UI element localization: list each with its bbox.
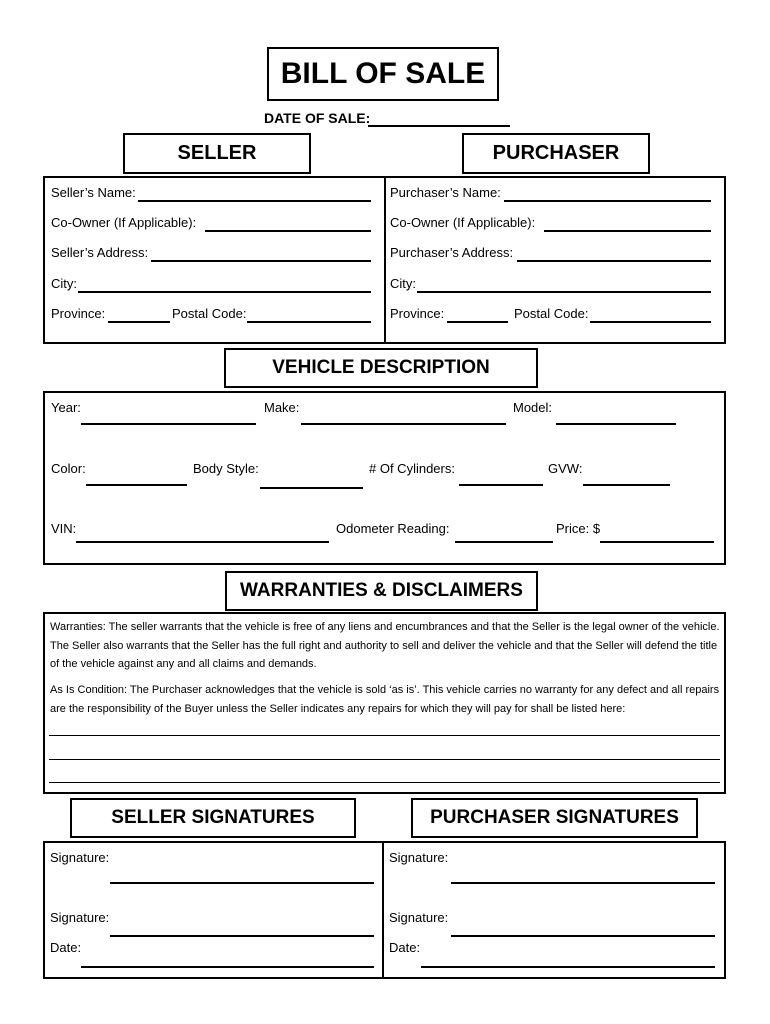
seller-signatures-header	[70, 798, 356, 838]
warranties-header	[225, 571, 538, 611]
seller-province-label: Province:	[51, 306, 106, 321]
price-field[interactable]	[600, 541, 714, 543]
seller-address-field[interactable]	[151, 260, 371, 262]
seller-header	[123, 133, 311, 174]
color-label: Color:	[51, 461, 86, 476]
seller-purchaser-divider	[384, 176, 386, 344]
purchaser-signatures-header-text: PURCHASER SIGNATURES	[430, 807, 679, 828]
seller-date-field[interactable]	[81, 966, 374, 968]
make-label: Make:	[264, 400, 300, 415]
purchaser-postal-label: Postal Code:	[514, 306, 589, 321]
purchaser-address-label: Purchaser’s Address:	[390, 245, 514, 260]
gvw-field[interactable]	[583, 484, 670, 486]
seller-postal-label: Postal Code:	[172, 306, 247, 321]
date-of-sale-label: DATE OF SALE:	[264, 110, 371, 126]
seller-name-field[interactable]	[138, 200, 371, 202]
vehicle-header-text: VEHICLE DESCRIPTION	[272, 357, 490, 378]
purchaser-name-field[interactable]	[504, 200, 711, 202]
purchaser-coowner-field[interactable]	[544, 230, 711, 232]
odometer-field[interactable]	[455, 541, 553, 543]
purchaser-signature1-label: Signature:	[389, 850, 449, 865]
body-style-label: Body Style:	[193, 461, 259, 476]
vehicle-box	[43, 391, 726, 565]
year-field[interactable]	[81, 423, 256, 425]
cylinders-label: # Of Cylinders:	[369, 461, 455, 476]
color-field[interactable]	[86, 484, 187, 486]
page-title	[267, 47, 499, 101]
as-is-text: As Is Condition: The Purchaser acknowledges that the vehicle is sold ‘as is’. This vehicle carries no warranty for any defect and all repairs are the responsibility of the Buyer unless the Seller indicates any repairs for which they will pay for shall be listed here:	[50, 684, 720, 715]
seller-postal-field[interactable]	[247, 321, 371, 323]
seller-address-label: Seller’s Address:	[51, 245, 149, 260]
seller-signature1-label: Signature:	[50, 850, 110, 865]
odometer-label: Odometer Reading:	[336, 521, 450, 536]
signatures-divider	[382, 841, 384, 979]
seller-signature2-label: Signature:	[50, 910, 110, 925]
purchaser-header	[462, 133, 650, 174]
model-field[interactable]	[556, 423, 676, 425]
date-of-sale-field[interactable]	[368, 125, 510, 127]
purchaser-signature1-field[interactable]	[451, 882, 715, 884]
repairs-line-2[interactable]	[49, 759, 720, 760]
body-style-field[interactable]	[260, 487, 363, 489]
purchaser-address-field[interactable]	[517, 260, 711, 262]
purchaser-header-text: PURCHASER	[492, 142, 620, 164]
warranties-header-text: WARRANTIES & DISCLAIMERS	[240, 580, 523, 601]
make-field[interactable]	[301, 423, 506, 425]
warranties-text: Warranties: The seller warrants that the vehicle is free of any liens and encumbrances and that the Seller is the legal owner of the vehicle. The Seller also warrants that the Seller has the full right and authority to sell and deliver the vehicle and that the Seller will defend the title of the vehicle against any and all claims and demands.	[50, 621, 720, 670]
seller-coowner-field[interactable]	[205, 230, 371, 232]
vehicle-header	[224, 348, 538, 388]
seller-signature1-field[interactable]	[110, 882, 374, 884]
price-label: Price: $	[556, 521, 601, 536]
purchaser-date-label: Date:	[389, 940, 421, 955]
seller-city-field[interactable]	[78, 291, 371, 293]
purchaser-city-field[interactable]	[417, 291, 711, 293]
purchaser-signature2-label: Signature:	[389, 910, 449, 925]
seller-coowner-label: Co-Owner (If Applicable):	[51, 215, 197, 230]
vin-label: VIN:	[51, 521, 77, 536]
vin-field[interactable]	[76, 541, 329, 543]
year-label: Year:	[51, 400, 81, 415]
purchaser-coowner-label: Co-Owner (If Applicable):	[390, 215, 536, 230]
seller-province-field[interactable]	[108, 321, 170, 323]
seller-header-text: SELLER	[177, 142, 257, 164]
seller-city-label: City:	[51, 276, 77, 291]
gvw-label: GVW:	[548, 461, 583, 476]
page-title-text: BILL OF SALE	[280, 57, 486, 90]
purchaser-province-label: Province:	[390, 306, 445, 321]
signatures-box	[43, 841, 726, 979]
cylinders-field[interactable]	[459, 484, 543, 486]
repairs-line-3[interactable]	[49, 782, 720, 783]
purchaser-name-label: Purchaser’s Name:	[390, 185, 501, 200]
purchaser-date-field[interactable]	[421, 966, 715, 968]
repairs-line-1[interactable]	[49, 735, 720, 736]
seller-name-label: Seller’s Name:	[51, 185, 136, 200]
purchaser-city-label: City:	[390, 276, 416, 291]
purchaser-signatures-header	[411, 798, 698, 838]
model-label: Model:	[513, 400, 553, 415]
purchaser-province-field[interactable]	[447, 321, 508, 323]
purchaser-postal-field[interactable]	[590, 321, 711, 323]
seller-signature2-field[interactable]	[110, 935, 374, 937]
purchaser-signature2-field[interactable]	[451, 935, 715, 937]
seller-date-label: Date:	[50, 940, 82, 955]
seller-signatures-header-text: SELLER SIGNATURES	[111, 807, 315, 828]
